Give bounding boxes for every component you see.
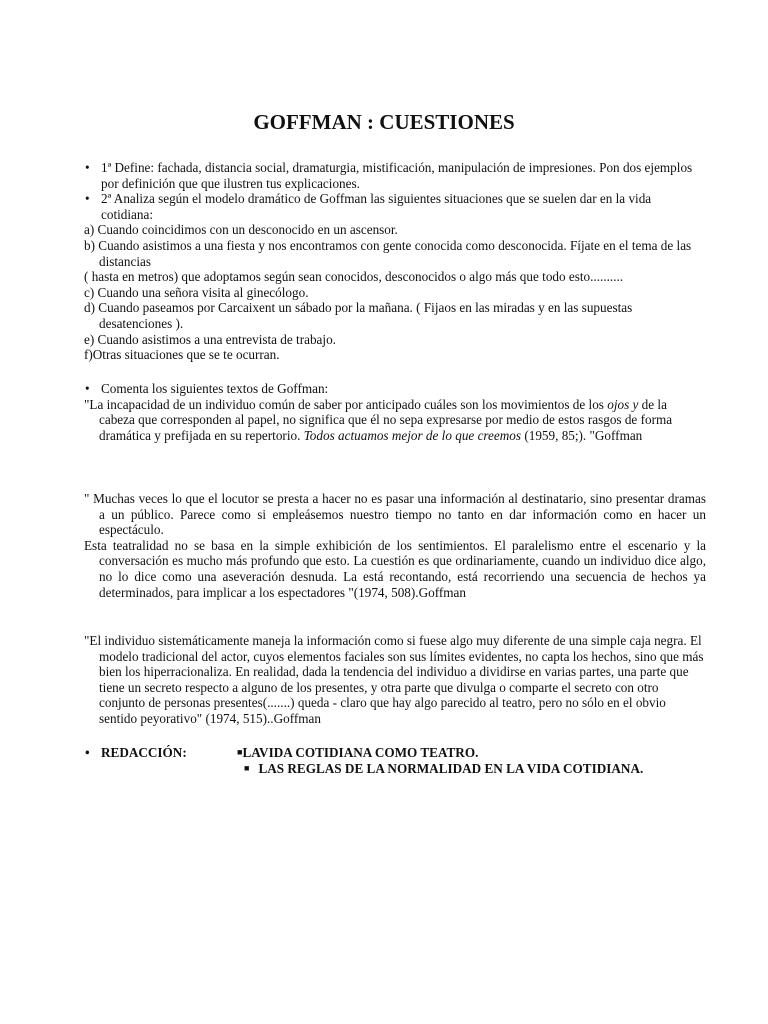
question-2-text: 2ª Analiza según el modelo dramático de Goffman las siguientes situaciones que se suelen dar en la vida cotidiana:	[101, 191, 652, 222]
quote-2-paragraph-1: " Muchas veces lo que el locutor se presta a hacer no es pasar una información al destinatario, sino presentar dramas a un público. Parece como si empleásemos nuestro tiempo no tanto en dar información como en hacer un espectáculo.	[84, 491, 706, 538]
situation-b: b) Cuando asistimos a una fiesta y nos encontramos con gente conocida como desconocida. Fíjate en el tema de las distancias	[84, 237, 692, 269]
question-2	[84, 191, 706, 222]
situation-f: f)Otras situaciones que se te ocurran.	[84, 347, 280, 363]
document-title: GOFFMAN : CUESTIONES	[253, 110, 515, 134]
quote-2	[84, 491, 706, 600]
bullet-icon: •	[85, 381, 90, 396]
quote-3	[84, 633, 706, 727]
redaccion-item-2: ■ LAS REGLAS DE LA NORMALIDAD EN LA VIDA COTIDIANA.	[244, 761, 644, 776]
square-bullet-icon: ■	[237, 747, 243, 757]
quote-1: "La incapacidad de un individuo común de saber por anticipado cuáles son los movimientos de los ojos y de la cabeza que corresponden al papel, no significa que él no sepa expresarse por medio de estos rasgos de forma dramática y prefijada en su repertorio. Todos actuamos mejor de lo que creemos (1959, 85;). "Goffman	[84, 396, 673, 443]
redaccion-item-1: ■LAVIDA COTIDIANA COMO TEATRO.	[237, 745, 479, 760]
quote-2-paragraph-2: Esta teatralidad no se basa en la simple exhibición de los sentimientos. El paralelismo entre el escenario y la conversación es mucho más profundo que esto. La cuestión es que ordinariamente, cuando un individuo dice algo, no lo dice como una aseveración desnuda. La está recontando, está recorriendo una secuencia de hechos ya determinados, para implicar a los espectadores "(1974, 508).Goffman	[84, 537, 706, 600]
comment-intro-text: Comenta los siguientes textos de Goffman:	[101, 381, 329, 396]
bullet-icon: •	[85, 191, 90, 207]
question-1	[84, 160, 706, 191]
bullet-icon: •	[85, 745, 90, 760]
situation-e: e) Cuando asistimos a una entrevista de trabajo.	[84, 331, 336, 347]
bullet-icon: •	[85, 160, 90, 175]
comment-intro	[84, 381, 706, 397]
situation-c: c) Cuando una señora visita al ginecólogo.	[84, 284, 309, 300]
comment-section	[84, 381, 706, 443]
situation-b-continued: ( hasta en metros) que adoptamos según sean conocidos, desconocidos o algo más que todo esto..........	[84, 269, 624, 285]
situation-d: d) Cuando paseamos por Carcaixent un sábado por la mañana. ( Fijaos en las miradas y en las supuestas desatenciones ).	[84, 300, 633, 331]
redaccion-label: REDACCIÓN:	[101, 745, 187, 760]
quote-3-paragraph: "El individuo sistemáticamente maneja la información como si fuese algo muy diferente de una simple caja negra. El modelo tradicional del actor, cuyos elementos faciales son sus límites evidentes, no capta los hechos, sino que más bien los hiperracionaliza. En realidad, dada la tendencia del individuo a dividirse en varias partes, una parte que tiene un secreto respecto a alguno de los presentes, y otra parte que divulga o comparte el secreto con otro conjunto de personas presentes(.......) queda - claro que hay algo parecido al teatro, pero no sólo en el obvio sentido peyorativo" (1974, 515)..Goffman	[84, 633, 704, 726]
square-bullet-icon: ■	[244, 763, 250, 773]
situation-a: a) Cuando coincidimos con un desconocido en un ascensor.	[84, 222, 398, 238]
question-1-text: 1ª Define: fachada, distancia social, dramaturgia, mistificación, manipulación de impresiones. Pon dos ejemplos por definición que que ilustren tus explicaciones.	[101, 160, 693, 191]
questions-section	[84, 160, 706, 363]
